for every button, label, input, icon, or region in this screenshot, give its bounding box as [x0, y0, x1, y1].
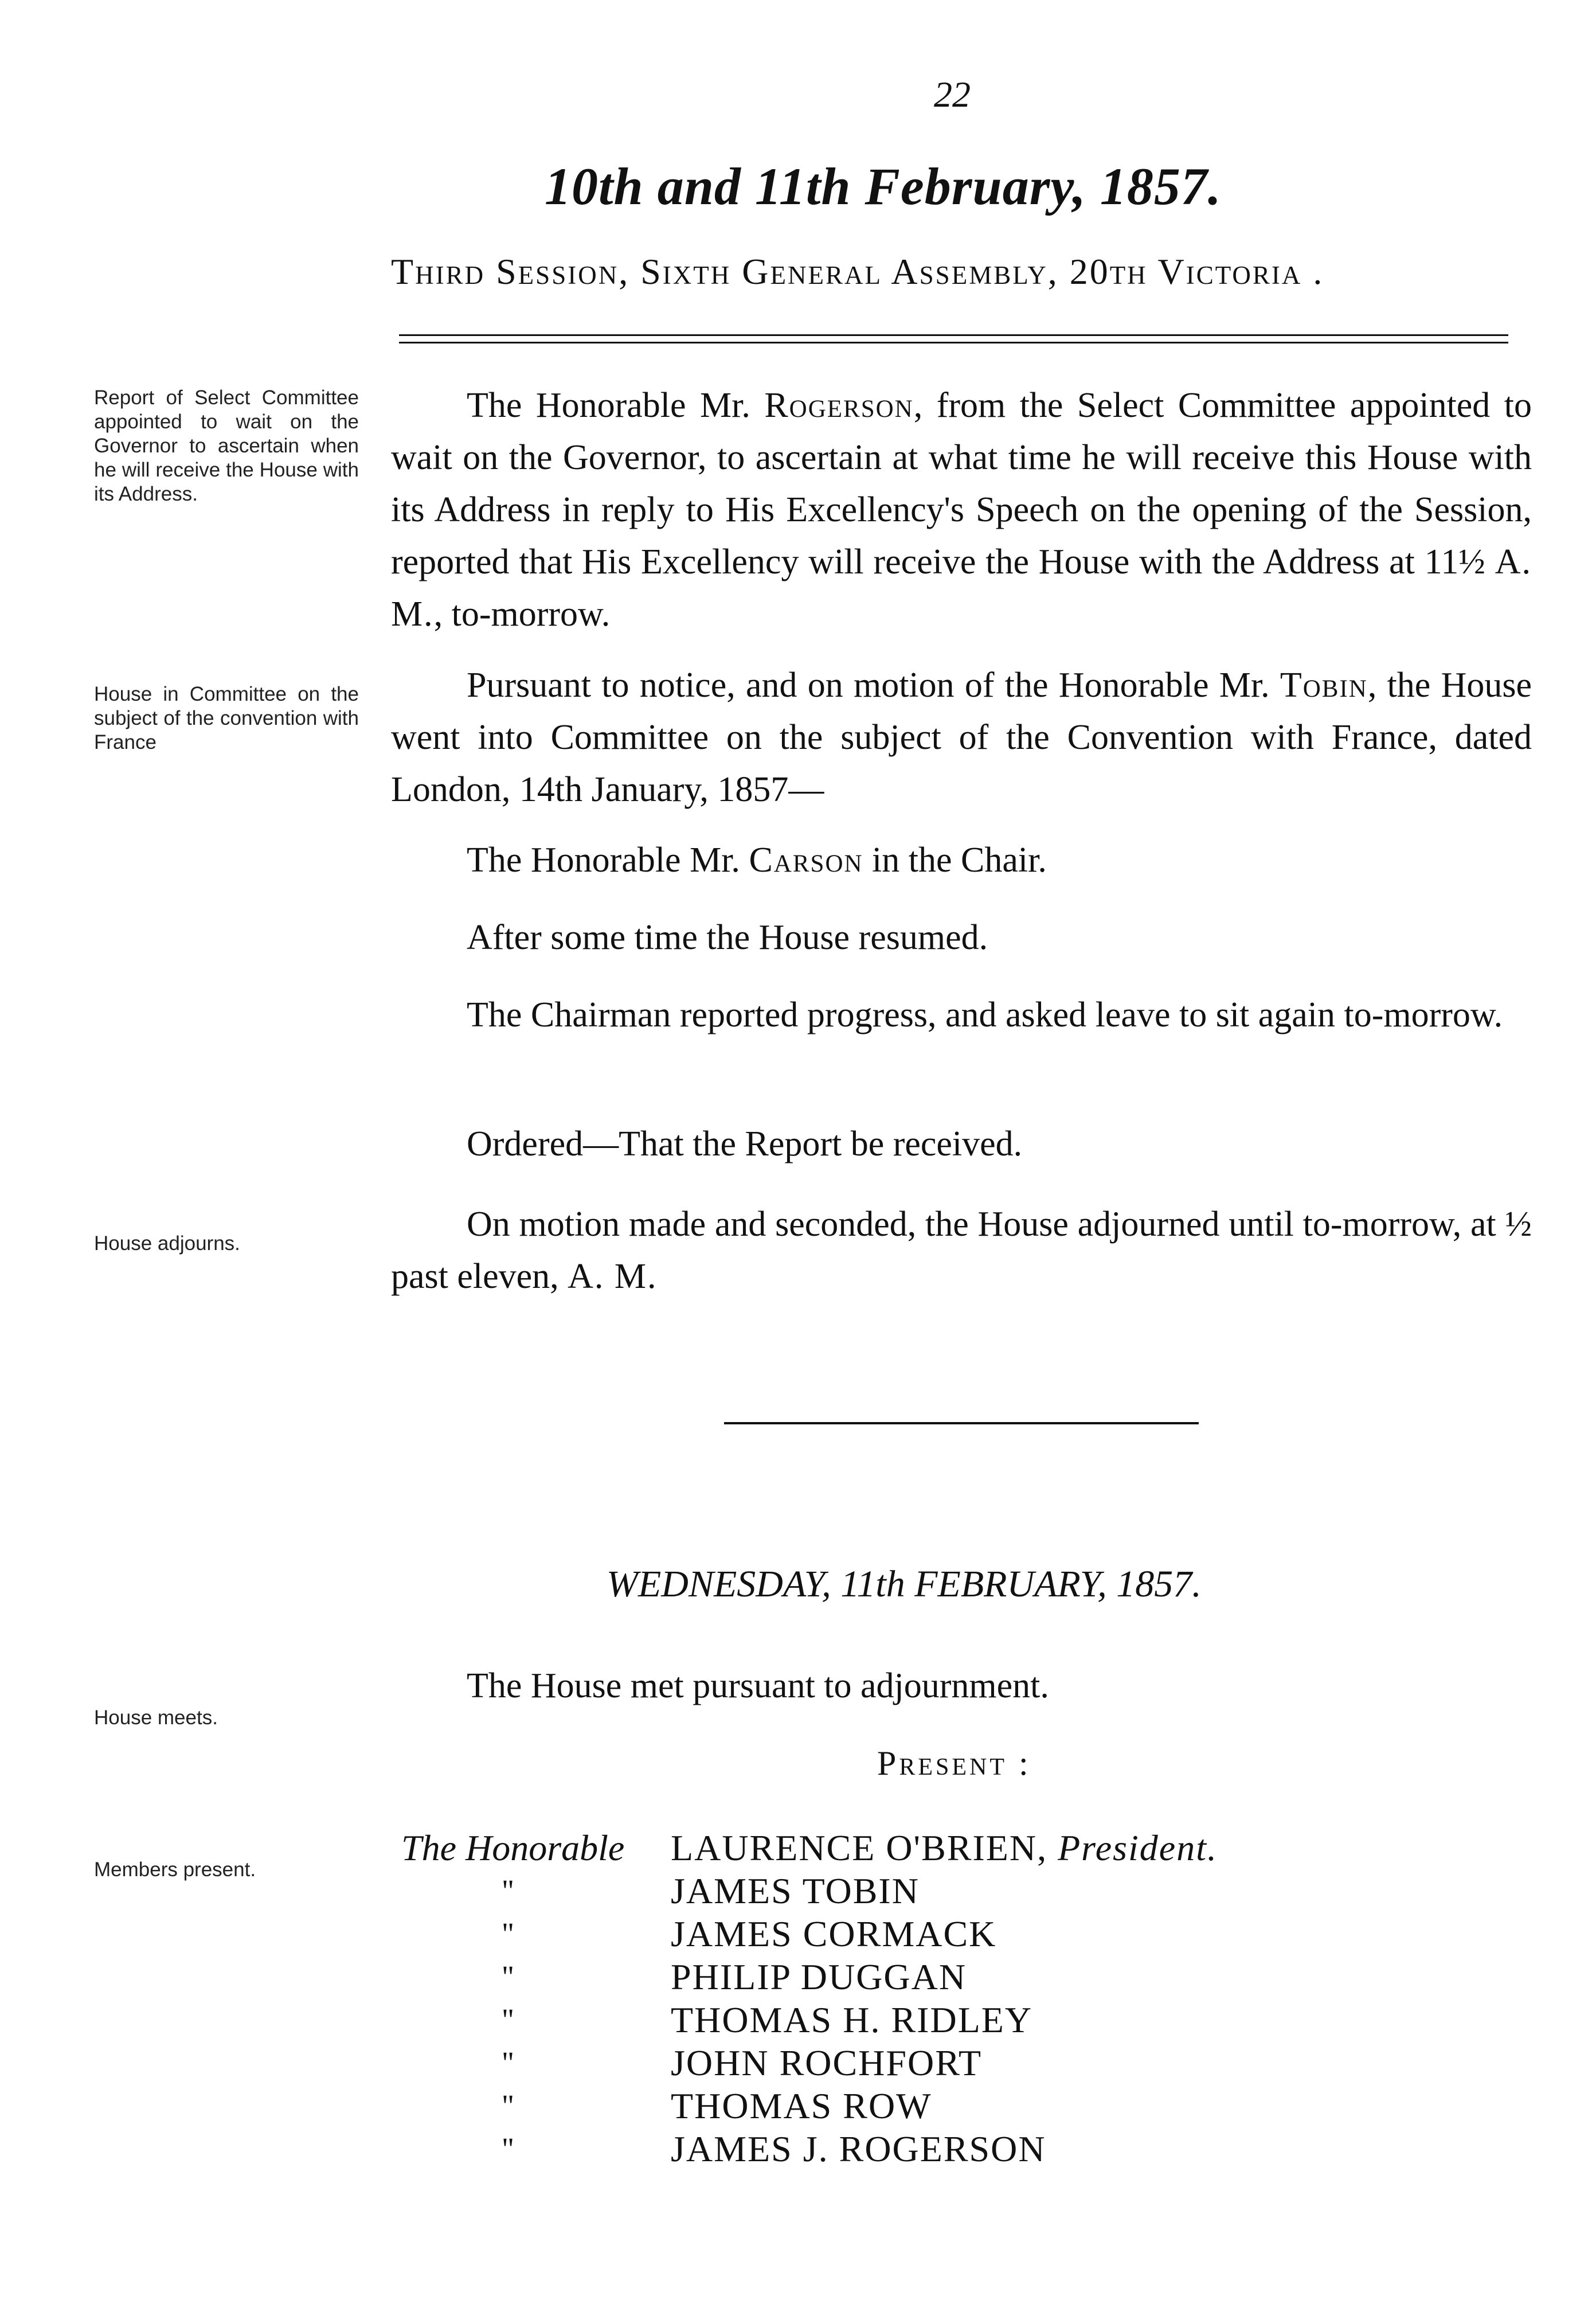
member-prefix: The Honorable: [401, 1827, 625, 1868]
paragraph-chair: The Honorable Mr. Carson in the Chair.: [467, 841, 1047, 880]
member-name: LAURENCE O'BRIEN, President.: [671, 1827, 1218, 1868]
paragraph-adjournment: On motion made and seconded, the House adjourned until to-morrow, at ½ past eleven, A. M.: [391, 1205, 1532, 1296]
margin-note-house-adjourns: House adjourns.: [94, 1232, 240, 1255]
page-dateline: 10th and 11th February, 1857.: [545, 157, 1222, 216]
margin-note-house-meets: House meets.: [94, 1706, 218, 1729]
paragraph-convention-france: Pursuant to notice, and on motion of the Honorable Mr. Tobin, the House went into Committee on the subject of the Convention with France, dated London, 14th January, 1857—: [391, 666, 1532, 809]
page-number: 22: [934, 74, 971, 115]
member-name: JAMES TOBIN: [671, 1870, 920, 1911]
paragraph-house-resumed: After some time the House resumed.: [467, 918, 988, 957]
section-divider: [724, 1422, 1199, 1424]
wednesday-heading: WEDNESDAY, 11th FEBRUARY, 1857.: [607, 1563, 1202, 1605]
margin-note-members-present: Members present.: [94, 1858, 256, 1881]
paragraph-select-committee: The Honorable Mr. Rogerson, from the Select Committee appointed to wait on the Governor, to ascertain at what time he will receive this House with its Address in reply to His Excellency's Speech on the opening of the Session, reported that His Excellency will receive the House with the Address at 11½ A. M., to-morrow.: [391, 386, 1532, 634]
member-name: JAMES J. ROGERSON: [671, 2129, 1046, 2169]
ditto-mark: ": [502, 2131, 515, 2166]
margin-note-house-in-committee: House in Committee on the subject of the convention with France: [94, 683, 359, 753]
double-rule: [399, 334, 1508, 343]
ditto-mark: ": [502, 1959, 515, 1994]
paragraph-progress-reported: The Chairman reported progress, and asked leave to sit again to-morrow.: [467, 995, 1503, 1034]
member-name: JOHN ROCHFORT: [671, 2042, 983, 2083]
ditto-mark: ": [502, 2002, 515, 2037]
member-name: THOMAS ROW: [671, 2086, 932, 2126]
paragraph-house-met: The House met pursuant to adjournment.: [467, 1666, 1049, 1705]
member-name: THOMAS H. RIDLEY: [671, 1999, 1033, 2040]
ditto-mark: ": [502, 2088, 515, 2123]
paragraph-report-ordered: Ordered—That the Report be received.: [467, 1124, 1023, 1163]
ditto-mark: ": [502, 1916, 515, 1951]
margin-note-select-committee: Report of Select Committee appointed to wait on the Governor to ascertain when he will receive the House with its Address.: [94, 386, 359, 505]
ditto-mark: ": [502, 2045, 515, 2080]
session-line: Third Session, Sixth General Assembly, 20th Victoria .: [391, 251, 1324, 292]
member-name: JAMES CORMACK: [671, 1913, 997, 1954]
member-title: President.: [1058, 1827, 1218, 1868]
present-heading: Present :: [877, 1744, 1031, 1782]
ditto-mark: ": [502, 1873, 515, 1908]
member-name: PHILIP DUGGAN: [671, 1956, 967, 1997]
